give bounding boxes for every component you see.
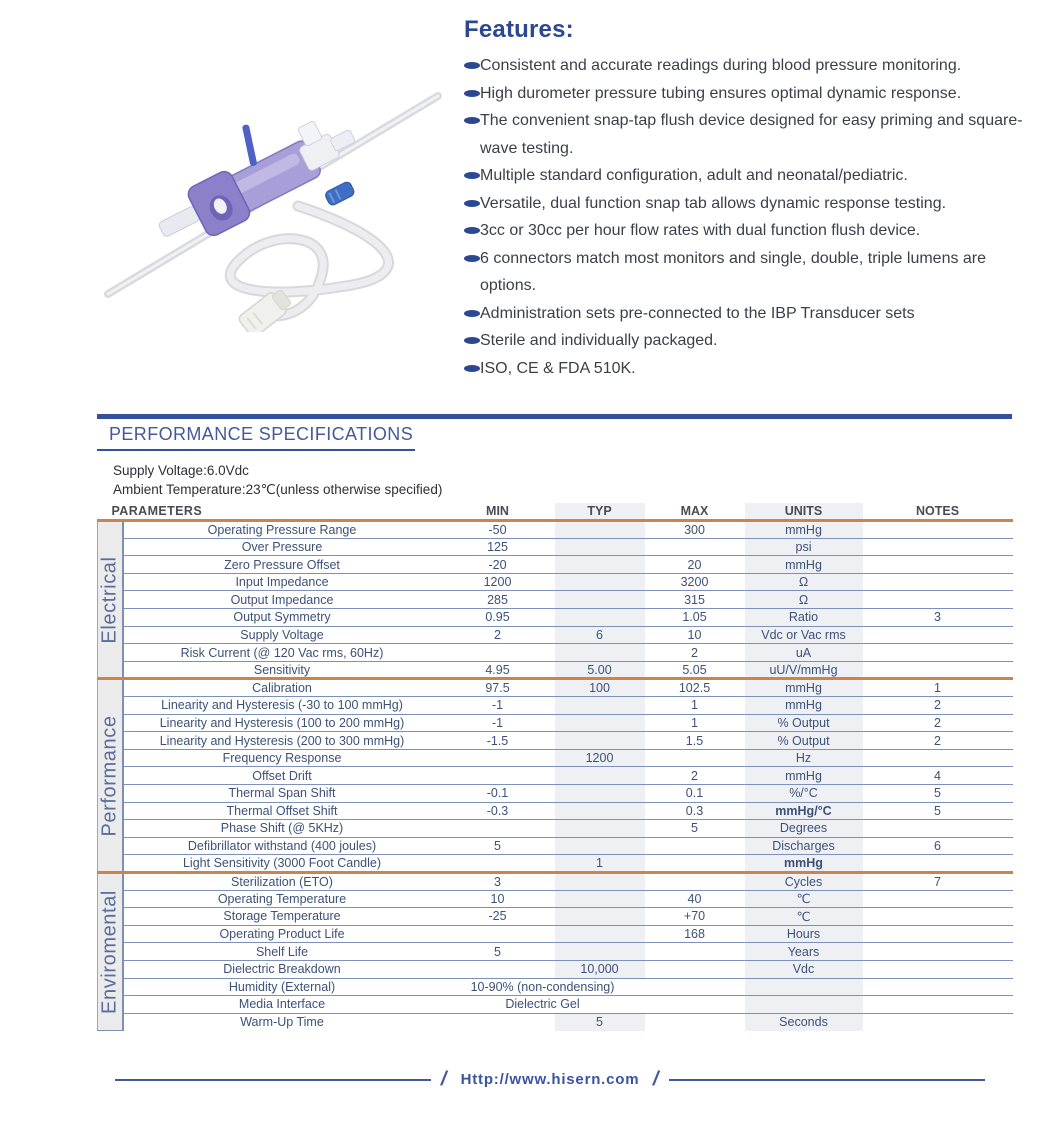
feature-text: Sterile and individually packaged.: [480, 332, 718, 349]
max-cell: 168: [645, 925, 745, 943]
parameter-cell: Supply Voltage: [123, 626, 441, 644]
typ-cell: [555, 890, 645, 908]
notes-cell: [863, 890, 1013, 908]
condition-ambient-temperature: Ambient Temperature:23℃(unless otherwise specified): [113, 481, 443, 497]
max-cell: [645, 943, 745, 961]
feature-text: Consistent and accurate readings during blood pressure monitoring.: [480, 57, 962, 74]
parameter-cell: Sterilization (ETO): [123, 872, 441, 890]
typ-cell: [555, 556, 645, 574]
parameter-cell: Linearity and Hysteresis (100 to 200 mmHg): [123, 714, 441, 732]
feature-item: [464, 107, 1046, 162]
min-cell: 0.95: [441, 609, 555, 627]
spec-row: [98, 837, 1013, 855]
notes-cell: [863, 521, 1013, 539]
spec-row: [98, 591, 1013, 609]
notes-cell: 4: [863, 767, 1013, 785]
max-cell: 20: [645, 556, 745, 574]
spec-row: [98, 714, 1013, 732]
value-span-cell: 10-90% (non-condensing): [441, 978, 645, 996]
typ-cell: [555, 697, 645, 715]
parameter-cell: Humidity (External): [123, 978, 441, 996]
units-cell: Ω: [745, 591, 863, 609]
notes-cell: [863, 661, 1013, 679]
units-cell: Cycles: [745, 872, 863, 890]
max-cell: [645, 872, 745, 890]
units-cell: mmHg: [745, 679, 863, 697]
typ-cell: [555, 767, 645, 785]
spec-table: [97, 503, 1013, 1031]
max-cell: [645, 978, 745, 996]
column-header-parameters: PARAMETERS: [98, 503, 441, 521]
typ-cell: [555, 943, 645, 961]
units-cell: uA: [745, 644, 863, 662]
feature-text: Multiple standard configuration, adult and neonatal/pediatric.: [480, 167, 908, 184]
notes-cell: 3: [863, 609, 1013, 627]
notes-cell: 2: [863, 732, 1013, 750]
max-cell: 1: [645, 697, 745, 715]
typ-cell: [555, 573, 645, 591]
website-url[interactable]: Http://www.hisern.com: [460, 1071, 640, 1088]
section-label-text: Performance: [98, 715, 121, 837]
parameter-cell: Calibration: [123, 679, 441, 697]
column-header-notes: NOTES: [863, 503, 1013, 521]
typ-cell: 5.00: [555, 661, 645, 679]
parameter-cell: Frequency Response: [123, 749, 441, 767]
units-cell: Vdc or Vac rms: [745, 626, 863, 644]
feature-item: [464, 190, 1046, 218]
typ-cell: [555, 591, 645, 609]
max-cell: [645, 996, 745, 1014]
typ-cell: 5: [555, 1013, 645, 1031]
units-cell: ℃: [745, 908, 863, 926]
max-cell: [645, 1013, 745, 1031]
typ-cell: [555, 521, 645, 539]
min-cell: 10: [441, 890, 555, 908]
units-cell: mmHg: [745, 767, 863, 785]
min-cell: 1200: [441, 573, 555, 591]
min-cell: -0.3: [441, 802, 555, 820]
spec-row: [98, 626, 1013, 644]
notes-cell: [863, 820, 1013, 838]
bullet-icon: [464, 255, 480, 262]
units-cell: Vdc: [745, 960, 863, 978]
feature-item: [464, 300, 1046, 328]
min-cell: -50: [441, 521, 555, 539]
spec-row: [98, 609, 1013, 627]
product-photo: [40, 66, 460, 332]
units-cell: psi: [745, 538, 863, 556]
feature-text: Administration sets pre-connected to the IBP Transducer sets: [480, 304, 915, 322]
parameter-cell: Offset Drift: [123, 767, 441, 785]
min-cell: -1: [441, 697, 555, 715]
notes-cell: [863, 855, 1013, 873]
feature-item: [464, 355, 1046, 383]
spec-table-header-row: [98, 503, 1013, 521]
parameter-cell: Dielectric Breakdown: [123, 960, 441, 978]
notes-cell: [863, 573, 1013, 591]
units-cell: Years: [745, 943, 863, 961]
section-label-electrical: [98, 521, 123, 679]
units-cell: ℃: [745, 890, 863, 908]
parameter-cell: Warm-Up Time: [240, 1015, 324, 1030]
typ-cell: 6: [555, 626, 645, 644]
spec-row: [98, 521, 1013, 539]
notes-cell: [863, 908, 1013, 926]
typ-cell: [555, 714, 645, 732]
units-cell: % Output: [745, 732, 863, 750]
test-conditions: [113, 462, 1012, 499]
bullet-icon: [464, 62, 480, 69]
parameter-cell: Linearity and Hysteresis (-30 to 100 mmHg): [123, 697, 441, 715]
slash-icon: /: [651, 1068, 662, 1090]
column-header-min: MIN: [441, 503, 555, 521]
features-heading: Features:: [464, 16, 574, 43]
section-label-text: Electrical: [98, 556, 121, 644]
max-cell: 10: [645, 626, 745, 644]
typ-cell: 10,000: [555, 960, 645, 978]
spec-row: [98, 732, 1013, 750]
min-cell: [441, 644, 555, 662]
units-cell: mmHg: [745, 855, 863, 873]
max-cell: 1.05: [645, 609, 745, 627]
min-cell: [441, 925, 555, 943]
parameter-cell: Linearity and Hysteresis (200 to 300 mmHg): [123, 732, 441, 750]
spec-row: [98, 697, 1013, 715]
notes-cell: [863, 996, 1013, 1014]
notes-cell: [863, 591, 1013, 609]
parameter-cell: Storage Temperature: [123, 908, 441, 926]
max-cell: [645, 855, 745, 873]
typ-cell: [555, 837, 645, 855]
typ-cell: [555, 908, 645, 926]
parameter-cell: Thermal Offset Shift: [123, 802, 441, 820]
max-cell: 2: [645, 767, 745, 785]
spec-row: [98, 925, 1013, 943]
min-cell: 285: [441, 591, 555, 609]
max-cell: 300: [645, 521, 745, 539]
min-cell: 97.5: [441, 679, 555, 697]
min-cell: -25: [441, 908, 555, 926]
notes-cell: [863, 925, 1013, 943]
min-cell: [441, 960, 555, 978]
feature-item: [464, 162, 1046, 190]
parameter-cell: Phase Shift (@ 5KHz): [123, 820, 441, 838]
ibp-transducer-illustration: [40, 66, 460, 332]
parameter-cell: Operating Temperature: [123, 890, 441, 908]
typ-cell: [555, 925, 645, 943]
notes-cell: [863, 538, 1013, 556]
units-cell: Ω: [745, 573, 863, 591]
spec-row: [98, 573, 1013, 591]
spec-row: [98, 661, 1013, 679]
min-cell: -20: [441, 556, 555, 574]
typ-cell: 1200: [555, 749, 645, 767]
features-list: [464, 52, 1046, 382]
min-cell: [441, 820, 555, 838]
typ-cell: [555, 732, 645, 750]
bullet-icon: [464, 90, 480, 97]
column-header-max: MAX: [645, 503, 745, 521]
feature-item: [464, 80, 1046, 108]
spec-section: [97, 414, 1012, 1031]
notes-cell: 2: [863, 697, 1013, 715]
condition-supply-voltage: Supply Voltage:6.0Vdc: [113, 463, 249, 478]
value-span-cell: Dielectric Gel: [441, 996, 645, 1014]
spec-row: [98, 996, 1013, 1014]
feature-text: Versatile, dual function snap tab allows dynamic response testing.: [480, 194, 947, 212]
units-cell: Hz: [745, 749, 863, 767]
section-label-performance: [98, 679, 123, 873]
min-cell: 125: [441, 538, 555, 556]
typ-cell: 1: [555, 855, 645, 873]
notes-cell: [863, 960, 1013, 978]
parameter-cell: Over Pressure: [123, 538, 441, 556]
notes-cell: [863, 1013, 1013, 1031]
typ-cell: [555, 644, 645, 662]
spec-row: [98, 943, 1013, 961]
min-cell: -0.1: [441, 785, 555, 803]
notes-cell: [863, 978, 1013, 996]
parameter-cell: Light Sensitivity (3000 Foot Candle): [123, 855, 441, 873]
bullet-icon: [464, 227, 480, 234]
feature-item: [464, 217, 1046, 245]
spec-table-body: [98, 521, 1013, 1031]
spec-row: [98, 1013, 1013, 1031]
footer-rule-left: [115, 1079, 431, 1081]
feature-text: 6 connectors match most monitors and single, double, triple lumens are options.: [480, 249, 987, 294]
units-cell: Degrees: [745, 820, 863, 838]
spec-row: [98, 785, 1013, 803]
max-cell: [645, 749, 745, 767]
notes-cell: 5: [863, 785, 1013, 803]
spec-row: [98, 820, 1013, 838]
units-cell: Hours: [745, 925, 863, 943]
typ-cell: [555, 872, 645, 890]
max-cell: 3200: [645, 573, 745, 591]
parameter-cell: Thermal Span Shift: [123, 785, 441, 803]
max-cell: [645, 538, 745, 556]
max-cell: 2: [645, 644, 745, 662]
feature-item: [464, 245, 1046, 300]
units-cell: Discharges: [745, 837, 863, 855]
units-cell: Seconds: [745, 1013, 863, 1031]
feature-text: High durometer pressure tubing ensures optimal dynamic response.: [480, 84, 962, 102]
max-cell: 102.5: [645, 679, 745, 697]
units-cell: mmHg: [745, 521, 863, 539]
notes-cell: [863, 943, 1013, 961]
typ-cell: 100: [555, 679, 645, 697]
spec-row: [98, 872, 1013, 890]
max-cell: 1.5: [645, 732, 745, 750]
bullet-icon: [464, 310, 480, 317]
max-cell: 0.3: [645, 802, 745, 820]
bullet-icon: [464, 337, 480, 344]
bullet-icon: [464, 172, 480, 179]
bullet-icon: [464, 117, 480, 124]
column-header-units: UNITS: [745, 503, 863, 521]
units-cell: mmHg/°C: [745, 802, 863, 820]
feature-text: The convenient snap-tap flush device designed for easy priming and square-wave testing.: [480, 112, 1023, 157]
min-cell: 4.95: [441, 661, 555, 679]
min-cell: [441, 767, 555, 785]
parameter-cell: Input Impedance: [123, 573, 441, 591]
parameter-cell: Output Symmetry: [123, 609, 441, 627]
slash-icon: /: [438, 1068, 450, 1090]
notes-cell: 6: [863, 837, 1013, 855]
max-cell: [645, 837, 745, 855]
min-cell: 3: [441, 872, 555, 890]
notes-cell: 5: [863, 802, 1013, 820]
spec-row: [98, 855, 1013, 873]
min-cell: 5: [441, 943, 555, 961]
spec-row: [98, 679, 1013, 697]
typ-cell: [555, 609, 645, 627]
spec-row: [98, 802, 1013, 820]
page-footer: [115, 1068, 985, 1091]
units-cell: [745, 978, 863, 996]
max-cell: 5.05: [645, 661, 745, 679]
units-cell: mmHg: [745, 556, 863, 574]
spec-row: [98, 908, 1013, 926]
notes-cell: [863, 556, 1013, 574]
max-cell: 40: [645, 890, 745, 908]
feature-item: [464, 52, 1046, 80]
max-cell: 1: [645, 714, 745, 732]
feature-item: [464, 327, 1046, 355]
min-cell: 2: [441, 626, 555, 644]
units-cell: Ratio: [745, 609, 863, 627]
footer-rule-right: [669, 1079, 985, 1081]
notes-cell: 1: [863, 679, 1013, 697]
min-cell: [441, 749, 555, 767]
min-cell: [441, 855, 555, 873]
parameter-cell: Output Impedance: [123, 591, 441, 609]
title-underline: [97, 449, 415, 451]
typ-cell: [555, 820, 645, 838]
spec-row: [98, 644, 1013, 662]
spec-row: [98, 556, 1013, 574]
spec-row: [98, 749, 1013, 767]
max-cell: 0.1: [645, 785, 745, 803]
units-cell: uU/V/mmHg: [745, 661, 863, 679]
units-cell: mmHg: [745, 697, 863, 715]
min-cell: 5: [441, 837, 555, 855]
notes-cell: [863, 626, 1013, 644]
min-cell: -1: [441, 714, 555, 732]
feature-text: ISO, CE & FDA 510K.: [480, 359, 636, 377]
notes-cell: 7: [863, 872, 1013, 890]
spec-title: PERFORMANCE SPECIFICATIONS: [109, 424, 414, 444]
parameter-cell: Media Interface: [123, 996, 441, 1014]
parameter-cell: Sensitivity: [123, 661, 441, 679]
parameter-cell: Risk Current (@ 120 Vac rms, 60Hz): [123, 644, 441, 662]
max-cell: 315: [645, 591, 745, 609]
units-cell: [745, 996, 863, 1014]
typ-cell: [555, 538, 645, 556]
parameter-cell: Shelf Life: [123, 943, 441, 961]
spec-row: [98, 538, 1013, 556]
column-header-typ: TYP: [555, 503, 645, 521]
spec-row: [98, 890, 1013, 908]
min-cell: [441, 1013, 555, 1031]
typ-cell: [555, 785, 645, 803]
notes-cell: 2: [863, 714, 1013, 732]
max-cell: [645, 960, 745, 978]
parameter-cell: Operating Product Life: [123, 925, 441, 943]
max-cell: +70: [645, 908, 745, 926]
typ-cell: [555, 802, 645, 820]
spec-row: [98, 960, 1013, 978]
feature-text: 3cc or 30cc per hour flow rates with dual function flush device.: [480, 222, 921, 239]
units-cell: %/°C: [745, 785, 863, 803]
parameter-cell: Zero Pressure Offset: [123, 556, 441, 574]
section-label-enviromental: [98, 872, 123, 1030]
min-cell: -1.5: [441, 732, 555, 750]
bullet-icon: [464, 200, 480, 207]
notes-cell: [863, 749, 1013, 767]
bullet-icon: [464, 365, 480, 372]
section-label-text: Enviromental: [98, 890, 121, 1015]
notes-cell: [863, 644, 1013, 662]
features-section: [464, 16, 1046, 382]
spec-row: [98, 978, 1013, 996]
max-cell: 5: [645, 820, 745, 838]
parameter-cell: Operating Pressure Range: [123, 521, 441, 539]
units-cell: % Output: [745, 714, 863, 732]
parameter-cell: Defibrillator withstand (400 joules): [123, 837, 441, 855]
spec-row: [98, 767, 1013, 785]
